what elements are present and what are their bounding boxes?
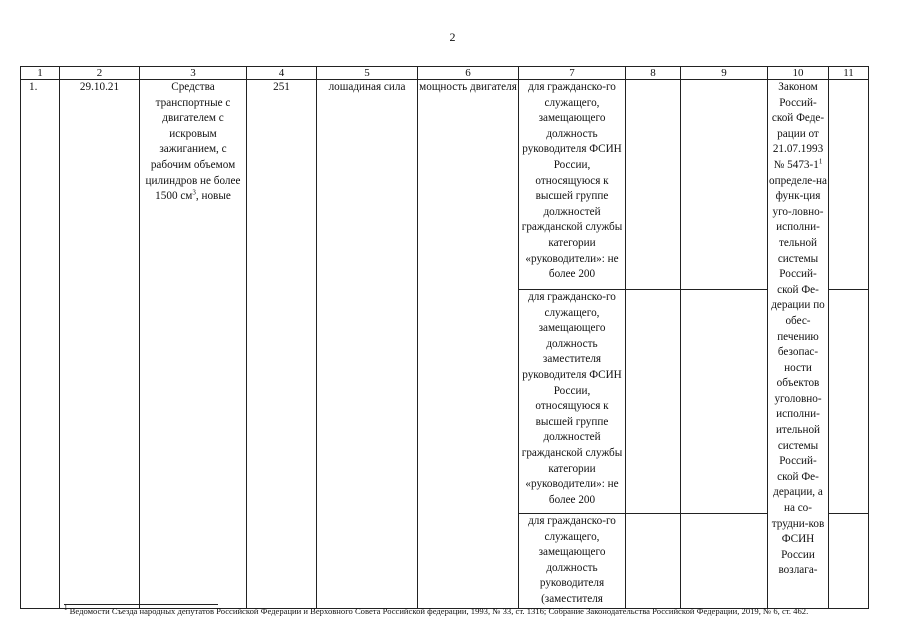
- code-cell: 251: [247, 80, 317, 609]
- justification-sup: 1: [818, 157, 823, 166]
- col-header-8: 8: [626, 67, 681, 80]
- col-header-9: 9: [681, 67, 768, 80]
- unit-cell: лошадиная сила: [317, 80, 418, 609]
- product-name-text: Средства транспортные с двигателем с искровым зажиганием, с рабочим объемом цилиндров не более 1500 см: [145, 81, 241, 203]
- col-header-11: 11: [829, 67, 869, 80]
- col9-cell-3: [681, 514, 768, 609]
- col-header-10: 10: [768, 67, 829, 80]
- table-row: [21, 80, 869, 290]
- col9-cell-2: [681, 290, 768, 514]
- col-header-6: 6: [418, 67, 519, 80]
- col-header-3: 3: [140, 67, 247, 80]
- justification-cell: [768, 80, 829, 609]
- col-header-7: 7: [519, 67, 626, 80]
- footnote: [64, 606, 844, 617]
- footnote-text: Ведомости Съезда народных депутатов Российской Федерации и Верховного Совета Российской федерации, 1993, № 33, ст. 1316; Собрание Законодательства Российской Федерации, 2019, № 6, ст. 462.: [67, 606, 809, 616]
- product-name-sup: 3: [192, 188, 196, 197]
- column-header-row: [21, 67, 869, 80]
- col-header-2: 2: [60, 67, 140, 80]
- row-number: 1.: [21, 80, 60, 609]
- col-header-5: 5: [317, 67, 418, 80]
- col11-cell-3: [829, 514, 869, 609]
- justification-tail: определе-на функ-ция уго-ловно-исполни-тельной системы Россий-ской Фе-дерации по обес-печению безопас-ности объектов уголовно-исполни-ительной системы Россий-ской Фе-дерации, а на со-трудни-ков ФСИН России возлага-: [769, 174, 827, 577]
- col11-cell-1: [829, 80, 869, 290]
- col-header-1: 1: [21, 67, 60, 80]
- limit-cell-2: для гражданско-го служащего, замещающего должность заместителя руководителя ФСИН России, относящуюся к высшей группе должностей гражданской службы категории «руководители»: не более 200: [519, 290, 626, 514]
- footnote-separator: [64, 604, 218, 605]
- col8-cell-1: [626, 80, 681, 290]
- page-number: 2: [449, 30, 456, 44]
- col8-cell-2: [626, 290, 681, 514]
- col9-cell-1: [681, 80, 768, 290]
- date-cell: 29.10.21: [60, 80, 140, 609]
- col-header-4: 4: [247, 67, 317, 80]
- data-table: [20, 66, 869, 609]
- col11-cell-2: [829, 290, 869, 514]
- characteristic-cell: мощность двигателя: [418, 80, 519, 609]
- limit-cell-1: для гражданско-го служащего, замещающего должность руководителя ФСИН России, относящуюся к высшей группе должностей гражданской службы категории «руководители»: не более 200: [519, 80, 626, 290]
- product-name-tail: , новые: [195, 190, 231, 203]
- product-name-cell: [140, 80, 247, 609]
- footnote-mark: 1: [64, 604, 68, 613]
- limit-cell-3: для гражданско-го служащего, замещающего должность руководителя (заместителя: [519, 514, 626, 609]
- col8-cell-3: [626, 514, 681, 609]
- justification-text: Законом Россий-ской Феде-рации от 21.07.1993 № 5473-1: [771, 81, 825, 171]
